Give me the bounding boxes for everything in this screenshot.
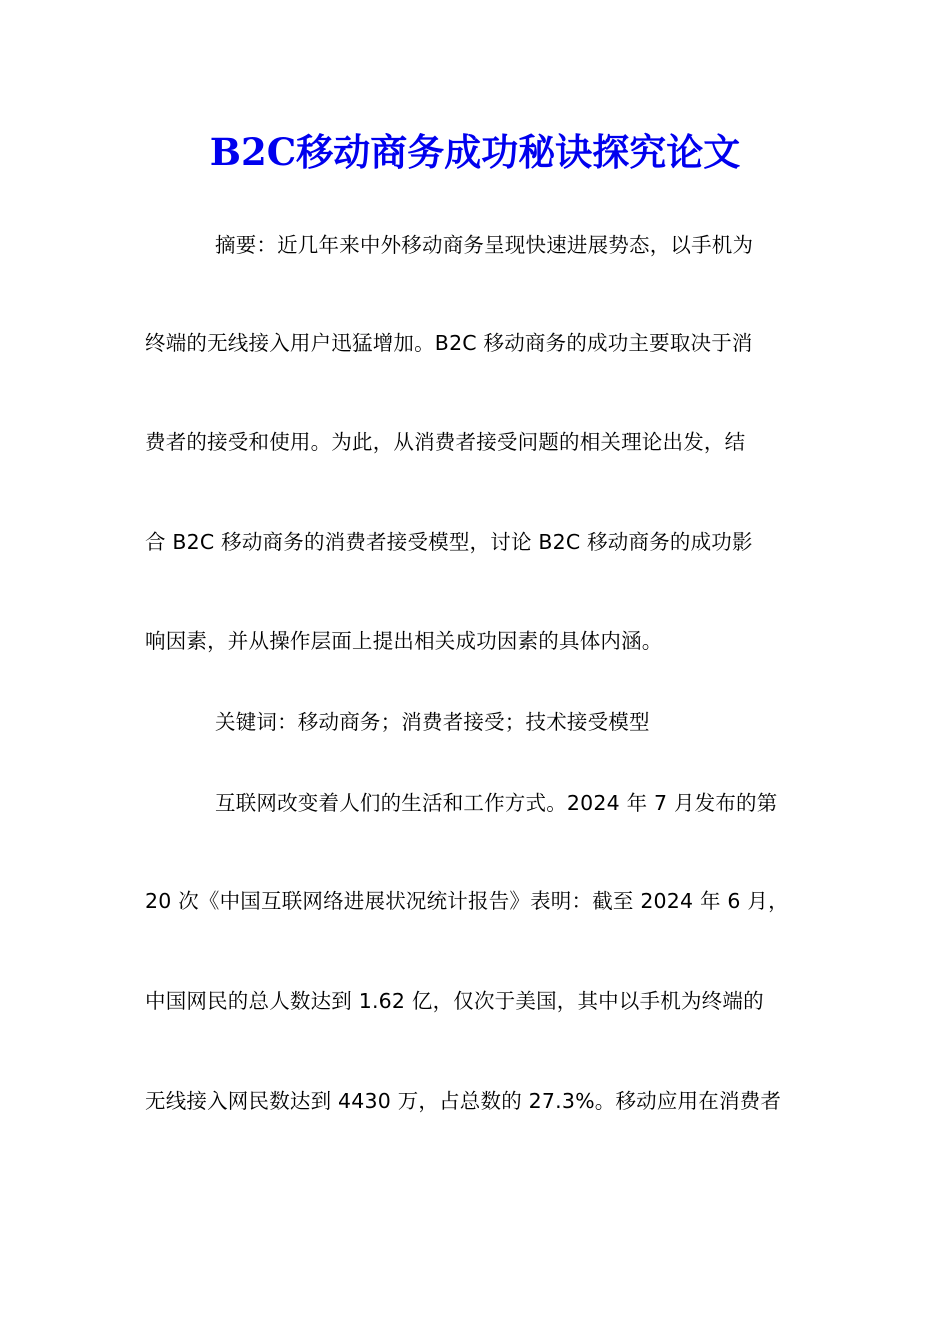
abstract-line-2: 终端的无线接入用户迅猛增加。B2C 移动商务的成功主要取决于消 — [145, 331, 753, 355]
body-line-3: 中国网民的总人数达到 1.62 亿，仅次于美国，其中以手机为终端的 — [145, 989, 764, 1013]
abstract-line-1: 摘要：近几年来中外移动商务呈现快速进展势态，以手机为 — [215, 233, 754, 257]
body-line-1: 互联网改变着人们的生活和工作方式。2024 年 7 月发布的第 — [215, 791, 778, 815]
document-title: B2C移动商务成功秘诀探究论文 — [209, 130, 741, 174]
body-line-2: 20 次《中国互联网络进展状况统计报告》表明：截至 2024 年 6 月， — [145, 889, 789, 913]
abstract-line-4: 合 B2C 移动商务的消费者接受模型，讨论 B2C 移动商务的成功影 — [145, 530, 753, 554]
abstract-line-3: 费者的接受和使用。为此，从消费者接受问题的相关理论出发，结 — [145, 430, 746, 454]
body-line-4: 无线接入网民数达到 4430 万，占总数的 27.3%。移动应用在消费者 — [145, 1089, 782, 1113]
keywords-line: 关键词：移动商务；消费者接受；技术接受模型 — [215, 710, 650, 734]
abstract-line-5: 响因素，并从操作层面上提出相关成功因素的具体内涵。 — [145, 629, 663, 653]
